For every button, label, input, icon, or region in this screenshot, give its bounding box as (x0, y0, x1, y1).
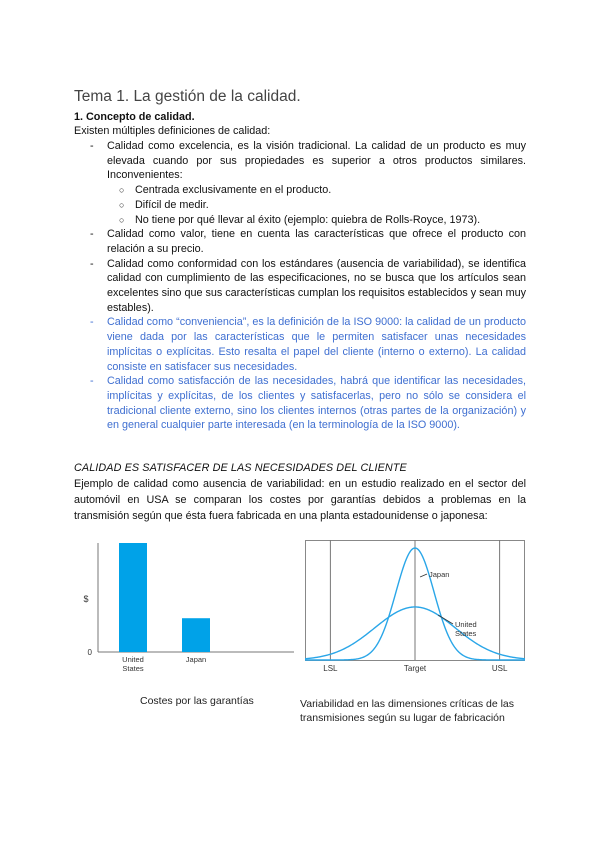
definition-conformity: - Calidad como conformidad con los estándares (ausencia de variabilidad), se identifica calidad con cumplimiento de las especificaciones, no se busca que los artículos sean excelentes sino que sus características cumplan los requisitos establecidos y sean muy estables). (74, 257, 526, 316)
definition-excellence (74, 139, 526, 227)
bar-chart-caption: Costes por las garantías (140, 695, 254, 707)
definitions-list (74, 139, 526, 433)
variability-caption: Variabilidad en las dimensiones críticas de las transmisiones según su lugar de fabricación (300, 698, 514, 724)
page-title: Tema 1. La gestión de la calidad. (74, 88, 301, 105)
series-label-united-states: United States (455, 620, 477, 638)
x-tick-label: Target (403, 664, 427, 673)
drawback-item: ○ Difícil de medir. (107, 198, 526, 213)
annotation-leader (438, 615, 453, 624)
warranty-cost-chart (74, 538, 298, 686)
definition-value: - Calidad como valor, tiene en cuenta las características que ofrece el producto con relación a su precio. (74, 227, 526, 256)
x-tick-label: Japan (185, 655, 207, 664)
definition-text: Calidad como excelencia, es la visión tradicional. La calidad de un producto es muy elevada cuando por sus propiedades es superior a otros productos similares. Inconvenientes: (107, 140, 526, 182)
y-axis-tick-label: 0 (87, 648, 92, 657)
definition-fitness: - Calidad como “conveniencia”, es la definición de la ISO 9000: la calidad de un producto viene dada por las características que le permiten satisfacer unas necesidades implícitas o explícitas. Esto resalta el papel del cliente (interno o externo). La calidad consiste en satisfacer sus necesidades. (74, 315, 526, 374)
series-label-japan: Japan (429, 570, 450, 579)
drawback-item: ○ Centrada exclusivamente en el producto. (107, 183, 526, 198)
section-heading-concept: 1. Concepto de calidad. (74, 111, 195, 123)
drawbacks-list (107, 183, 526, 227)
example-paragraph: Ejemplo de calidad como ausencia de variabilidad: en un estudio realizado en el sector del automóvil en USA se comparan los costes por garantías debidos a problemas en la transmisión según que ésta fuera fabricada en una planta estadounidense o japonesa: (74, 478, 526, 522)
y-axis-label: $ (83, 594, 89, 604)
variability-chart (305, 540, 527, 686)
section-heading-customer: CALIDAD ES SATISFACER DE LAS NECESIDADES DEL CLIENTE (74, 462, 407, 474)
variability-figure (305, 540, 527, 686)
x-tick-label: United States (122, 655, 144, 673)
annotation-leader (420, 574, 427, 577)
drawback-item: ○ No tiene por qué llevar al éxito (ejemplo: quiebra de Rolls-Royce, 1973). (107, 213, 526, 228)
definition-satisfaction: - Calidad como satisfacción de las necesidades, habrá que identificar las necesidades, implícitas y explícitas, de los clientes y satisfacerlas, pero no sólo se considera el tradicional cliente externo, sino los clientes internos (otras partes de la organización) y en general cualquier parte interesada (en la terminología de la ISO 9000). (74, 374, 526, 433)
bar-japan (182, 618, 210, 652)
x-tick-label: USL (491, 664, 508, 673)
intro-text: Existen múltiples definiciones de calidad: (74, 125, 271, 137)
x-tick-label: LSL (323, 664, 338, 673)
warranty-cost-figure (74, 538, 298, 686)
bar-united-states (119, 543, 147, 652)
